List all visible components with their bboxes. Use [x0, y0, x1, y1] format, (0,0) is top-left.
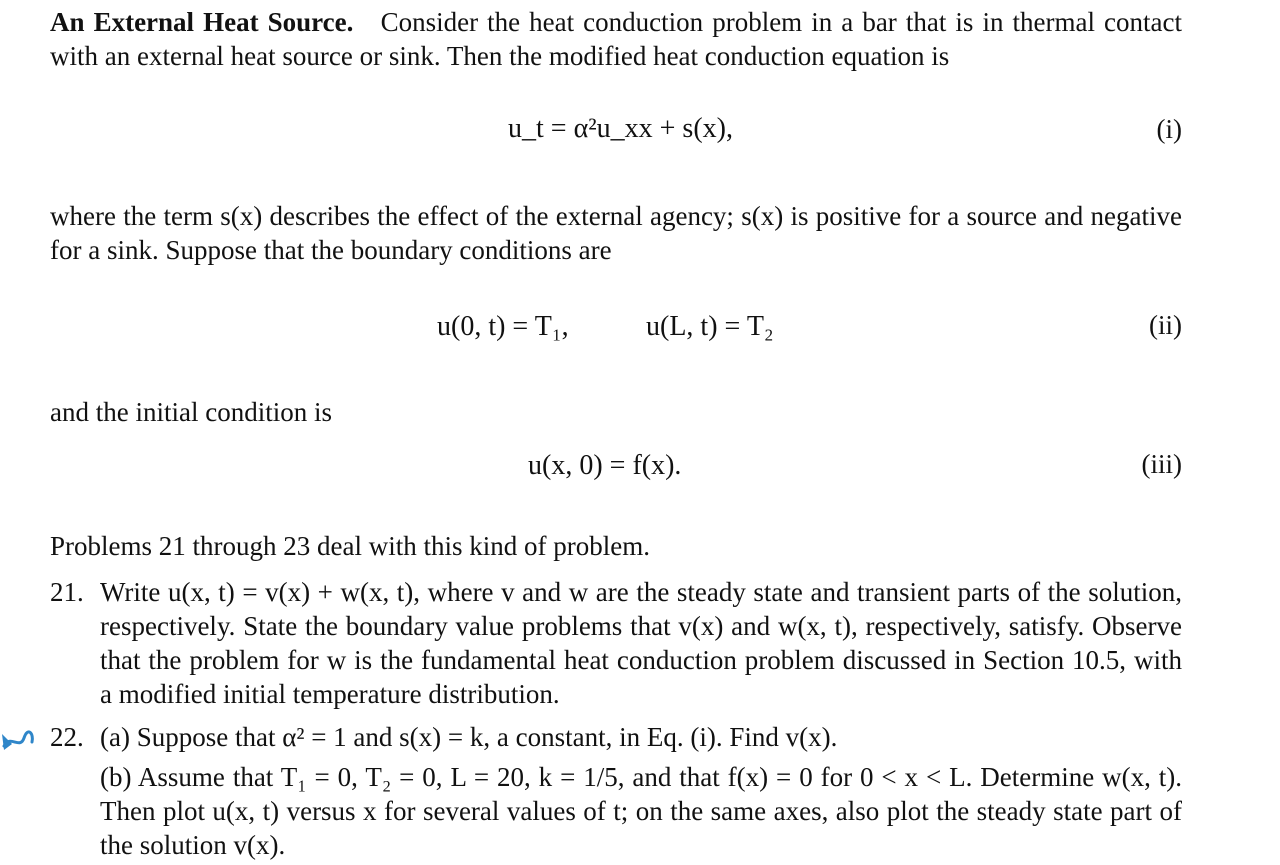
- technology-marker-icon: [0, 720, 38, 759]
- paragraph-source-sink: where the term s(x) describes the effect of the external agency; s(x) is positive for a source and negative for a sink. Suppose that the boundary conditions are: [50, 201, 1182, 265]
- intro-text: Consider the heat conduction problem in a bar that is in thermal contact with an external heat source or sink. Then the modified heat conduction equation is: [50, 7, 1182, 71]
- problem-text: Write u(x, t) = v(x) + w(x, t), where v and w are the steady state and transient parts of the solution, respectively. State the boundary value problems that v(x) and w(x, t), respectively, satisfy. Observe that the problem for w is the fundamental heat conduction problem discussed in Section 10.5, with a modified initial temperature distribution.: [100, 577, 1182, 709]
- problem-22: [50, 720, 1182, 862]
- equation-iii-tag: (iii): [1141, 449, 1182, 479]
- equation-iii: u(x, 0) = f(x).: [528, 450, 682, 481]
- problem-22-part-b: (b) Assume that T₁ = 0, T₂ = 0, L = 20, k = 1/5, and that f(x) = 0 for 0 < x < L. Determine w(x, t). Then plot u(x, t) versus x for several values of t; on the same axes, also plot the steady state part of the solution v(x).: [100, 762, 1182, 860]
- intro-paragraph: [50, 5, 1182, 73]
- paragraph-initial-condition: and the initial condition is: [50, 397, 332, 427]
- problem-number: 21.: [50, 577, 84, 607]
- problem-22-part-a: (a) Suppose that α² = 1 and s(x) = k, a constant, in Eq. (i). Find v(x).: [100, 722, 838, 752]
- section-heading: An External Heat Source.: [50, 7, 354, 37]
- equation-ii-left: u(0, t) = T₁,: [437, 311, 569, 342]
- equation-i: u_t = α²u_xx + s(x),: [508, 113, 733, 144]
- problem-number: 22.: [50, 722, 84, 752]
- equation-i-tag: (i): [1156, 114, 1182, 144]
- paragraph-problems-intro: Problems 21 through 23 deal with this kind of problem.: [50, 531, 650, 561]
- equation-ii-right: u(L, t) = T₂: [646, 311, 774, 342]
- equation-ii-tag: (ii): [1149, 310, 1182, 340]
- problem-21: [50, 575, 1182, 711]
